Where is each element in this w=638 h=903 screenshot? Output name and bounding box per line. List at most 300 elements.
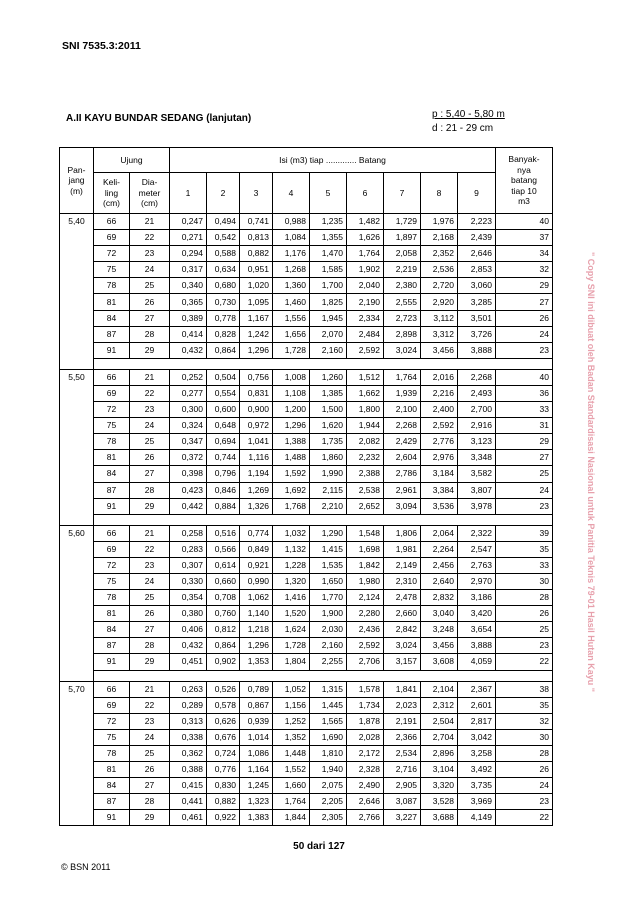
volume-cell: 0,939 (240, 713, 273, 729)
volume-cell: 2,172 (347, 745, 384, 761)
volume-cell: 1,041 (240, 434, 273, 450)
count-cell: 24 (496, 778, 553, 794)
volume-cell: 2,706 (347, 654, 384, 670)
volume-cell: 0,588 (207, 246, 240, 262)
count-cell: 23 (496, 498, 553, 514)
volume-cell: 1,624 (273, 622, 310, 638)
volume-cell: 2,720 (421, 278, 458, 294)
count-cell: 25 (496, 466, 553, 482)
volume-cell: 2,310 (384, 573, 421, 589)
diameter-cell: 27 (130, 466, 170, 482)
volume-cell: 0,461 (170, 810, 207, 826)
volume-cell: 1,388 (273, 434, 310, 450)
volume-cell: 3,456 (421, 638, 458, 654)
volume-cell: 1,488 (273, 450, 310, 466)
diameter-cell: 26 (130, 606, 170, 622)
volume-cell: 2,328 (347, 762, 384, 778)
volume-cell: 1,939 (384, 385, 421, 401)
count-cell: 23 (496, 638, 553, 654)
volume-cell: 2,100 (384, 402, 421, 418)
keliling-cell: 69 (94, 541, 130, 557)
volume-cell: 3,536 (421, 498, 458, 514)
keliling-cell: 75 (94, 262, 130, 278)
header-banyaknya (496, 148, 553, 214)
volume-cell: 1,800 (347, 402, 384, 418)
volume-cell: 2,961 (384, 482, 421, 498)
volume-cell: 2,484 (347, 326, 384, 342)
section-parameters (432, 108, 505, 136)
volume-cell: 2,660 (384, 606, 421, 622)
volume-cell: 0,317 (170, 262, 207, 278)
volume-cell: 3,087 (384, 794, 421, 810)
diameter-cell: 23 (130, 246, 170, 262)
diameter-cell: 27 (130, 310, 170, 326)
volume-cell: 0,774 (240, 525, 273, 541)
volume-cell: 1,296 (273, 418, 310, 434)
volume-cell: 2,070 (310, 326, 347, 342)
volume-cell: 1,902 (347, 262, 384, 278)
volume-cell: 3,285 (458, 294, 496, 310)
volume-cell: 1,520 (273, 606, 310, 622)
volume-cell: 0,526 (207, 681, 240, 697)
keliling-cell: 72 (94, 557, 130, 573)
volume-cell: 3,348 (458, 450, 496, 466)
count-cell: 26 (496, 606, 553, 622)
keliling-cell: 84 (94, 310, 130, 326)
header-batang-6: 6 (347, 173, 384, 214)
volume-cell: 2,817 (458, 713, 496, 729)
diameter-cell: 24 (130, 262, 170, 278)
volume-cell: 2,853 (458, 262, 496, 278)
count-cell: 32 (496, 713, 553, 729)
volume-cell: 0,389 (170, 310, 207, 326)
volume-cell: 2,388 (347, 466, 384, 482)
diameter-cell: 26 (130, 294, 170, 310)
volume-cell: 0,442 (170, 498, 207, 514)
volume-cell: 1,296 (240, 342, 273, 358)
keliling-cell: 72 (94, 402, 130, 418)
table-row (60, 326, 553, 342)
volume-cell: 1,735 (310, 434, 347, 450)
volume-cell: 1,552 (273, 762, 310, 778)
volume-cell: 1,268 (273, 262, 310, 278)
volume-cell: 1,842 (347, 557, 384, 573)
volume-cell: 1,086 (240, 745, 273, 761)
volume-cell: 2,970 (458, 573, 496, 589)
keliling-cell: 84 (94, 622, 130, 638)
volume-cell: 0,724 (207, 745, 240, 761)
table-row (60, 294, 553, 310)
volume-cell: 2,334 (347, 310, 384, 326)
volume-cell: 0,831 (240, 385, 273, 401)
keliling-cell: 66 (94, 214, 130, 230)
volume-cell: 2,205 (310, 794, 347, 810)
keliling-cell: 81 (94, 606, 130, 622)
volume-cell: 3,888 (458, 638, 496, 654)
volume-cell: 3,248 (421, 622, 458, 638)
volume-cell: 1,764 (384, 369, 421, 385)
diameter-cell: 23 (130, 713, 170, 729)
volume-cell: 0,338 (170, 729, 207, 745)
volume-cell: 1,990 (310, 466, 347, 482)
header-diameter (130, 173, 170, 214)
table-row (60, 262, 553, 278)
table-row (60, 745, 553, 761)
volume-cell: 2,223 (458, 214, 496, 230)
diameter-cell: 25 (130, 434, 170, 450)
volume-cell: 0,921 (240, 557, 273, 573)
header-ujung: Ujung (94, 148, 170, 173)
panjang-cell: 5,70 (60, 681, 94, 826)
volume-cell: 1,385 (310, 385, 347, 401)
volume-cell: 1,355 (310, 230, 347, 246)
table-row (60, 654, 553, 670)
volume-cell: 2,920 (421, 294, 458, 310)
document-code: SNI 7535.3:2011 (62, 40, 141, 52)
volume-cell: 0,741 (240, 214, 273, 230)
volume-cell: 3,735 (458, 778, 496, 794)
diameter-cell: 24 (130, 418, 170, 434)
diameter-cell: 29 (130, 342, 170, 358)
table-row (60, 778, 553, 794)
volume-cell: 1,660 (273, 778, 310, 794)
volume-cell: 3,258 (458, 745, 496, 761)
volume-cell: 1,662 (347, 385, 384, 401)
count-cell: 26 (496, 310, 553, 326)
volume-cell: 0,864 (207, 342, 240, 358)
volume-cell: 3,042 (458, 729, 496, 745)
volume-cell: 1,353 (240, 654, 273, 670)
volume-cell: 1,014 (240, 729, 273, 745)
keliling-cell: 91 (94, 810, 130, 826)
volume-cell: 0,554 (207, 385, 240, 401)
volume-cell: 1,290 (310, 525, 347, 541)
table-row (60, 810, 553, 826)
diameter-cell: 29 (130, 498, 170, 514)
keliling-cell: 78 (94, 278, 130, 294)
table-row (60, 246, 553, 262)
volume-cell: 1,470 (310, 246, 347, 262)
volume-cell: 2,916 (458, 418, 496, 434)
header-diameter-label: Dia- meter (cm) (138, 177, 161, 209)
volume-cell: 1,656 (273, 326, 310, 342)
volume-cell: 0,634 (207, 262, 240, 278)
volume-cell: 1,245 (240, 778, 273, 794)
count-cell: 40 (496, 369, 553, 385)
count-cell: 22 (496, 654, 553, 670)
table-row (60, 729, 553, 745)
volume-cell: 0,289 (170, 697, 207, 713)
volume-cell: 0,708 (207, 590, 240, 606)
volume-cell: 2,268 (458, 369, 496, 385)
volume-cell: 3,184 (421, 466, 458, 482)
volume-cell: 1,878 (347, 713, 384, 729)
volume-cell: 3,420 (458, 606, 496, 622)
volume-cell: 0,789 (240, 681, 273, 697)
table-row (60, 418, 553, 434)
volume-cell: 1,764 (273, 794, 310, 810)
keliling-cell: 91 (94, 498, 130, 514)
volume-cell: 0,778 (207, 310, 240, 326)
volume-cell: 3,094 (384, 498, 421, 514)
volume-cell: 0,340 (170, 278, 207, 294)
volume-cell: 1,806 (384, 525, 421, 541)
volume-cell: 3,384 (421, 482, 458, 498)
volume-cell: 2,168 (421, 230, 458, 246)
volume-cell: 2,592 (421, 418, 458, 434)
volume-cell: 1,108 (273, 385, 310, 401)
volume-cell: 3,157 (384, 654, 421, 670)
volume-cell: 2,456 (421, 557, 458, 573)
volume-cell: 2,504 (421, 713, 458, 729)
volume-cell: 3,492 (458, 762, 496, 778)
table-row (60, 278, 553, 294)
volume-cell: 0,951 (240, 262, 273, 278)
volume-cell: 3,978 (458, 498, 496, 514)
diameter-cell: 21 (130, 681, 170, 697)
volume-cell: 1,156 (273, 697, 310, 713)
volume-cell: 0,330 (170, 573, 207, 589)
volume-cell: 1,690 (310, 729, 347, 745)
volume-cell: 3,456 (421, 342, 458, 358)
volume-cell: 3,227 (384, 810, 421, 826)
volume-cell: 1,218 (240, 622, 273, 638)
count-cell: 36 (496, 385, 553, 401)
volume-cell: 0,884 (207, 498, 240, 514)
volume-cell: 0,271 (170, 230, 207, 246)
volume-cell: 1,194 (240, 466, 273, 482)
table-row (60, 230, 553, 246)
diameter-cell: 25 (130, 278, 170, 294)
volume-cell: 1,945 (310, 310, 347, 326)
volume-cell: 1,235 (310, 214, 347, 230)
count-cell: 30 (496, 573, 553, 589)
volume-cell: 0,347 (170, 434, 207, 450)
volume-cell: 0,812 (207, 622, 240, 638)
volume-cell: 2,766 (347, 810, 384, 826)
volume-cell: 1,825 (310, 294, 347, 310)
count-cell: 33 (496, 557, 553, 573)
volume-cell: 1,734 (347, 697, 384, 713)
volume-cell: 2,380 (384, 278, 421, 294)
volume-cell: 2,538 (347, 482, 384, 498)
count-cell: 30 (496, 729, 553, 745)
volume-cell: 2,400 (421, 402, 458, 418)
volume-cell: 3,528 (421, 794, 458, 810)
volume-cell: 3,582 (458, 466, 496, 482)
keliling-cell: 84 (94, 466, 130, 482)
volume-cell: 0,406 (170, 622, 207, 638)
volume-cell: 2,367 (458, 681, 496, 697)
volume-cell: 3,608 (421, 654, 458, 670)
volume-cell: 1,200 (273, 402, 310, 418)
volume-cell: 1,728 (273, 342, 310, 358)
volume-cell: 1,032 (273, 525, 310, 541)
volume-cell: 3,060 (458, 278, 496, 294)
volume-cell: 3,112 (421, 310, 458, 326)
volume-cell: 1,980 (347, 573, 384, 589)
volume-cell: 1,900 (310, 606, 347, 622)
volume-cell: 1,770 (310, 590, 347, 606)
volume-cell: 2,305 (310, 810, 347, 826)
volume-cell: 1,415 (310, 541, 347, 557)
table-row (60, 434, 553, 450)
panjang-cell: 5,40 (60, 214, 94, 370)
table-row (60, 762, 553, 778)
volume-cell: 0,900 (240, 402, 273, 418)
table-row (60, 697, 553, 713)
volume-cell: 2,786 (384, 466, 421, 482)
keliling-cell: 66 (94, 681, 130, 697)
header-keliling-label: Keli- ling (cm) (102, 177, 120, 209)
volume-cell: 0,365 (170, 294, 207, 310)
volume-cell: 1,052 (273, 681, 310, 697)
volume-cell: 2,255 (310, 654, 347, 670)
volume-cell: 1,700 (310, 278, 347, 294)
volume-cell: 2,490 (347, 778, 384, 794)
volume-cell: 3,024 (384, 638, 421, 654)
volume-cell: 2,646 (347, 794, 384, 810)
diameter-cell: 22 (130, 697, 170, 713)
volume-cell: 2,601 (458, 697, 496, 713)
volume-cell: 2,604 (384, 450, 421, 466)
volume-cell: 0,600 (207, 402, 240, 418)
diameter-cell: 25 (130, 590, 170, 606)
volume-cell: 2,312 (421, 697, 458, 713)
volume-cell: 3,312 (421, 326, 458, 342)
volume-cell: 3,123 (458, 434, 496, 450)
volume-cell: 1,296 (240, 638, 273, 654)
volume-cell: 2,115 (310, 482, 347, 498)
volume-cell: 0,828 (207, 326, 240, 342)
count-cell: 27 (496, 294, 553, 310)
keliling-cell: 81 (94, 762, 130, 778)
volume-cell: 0,614 (207, 557, 240, 573)
volume-cell: 0,504 (207, 369, 240, 385)
diameter-cell: 27 (130, 622, 170, 638)
header-batang-9: 9 (458, 173, 496, 214)
count-cell: 28 (496, 745, 553, 761)
volume-cell: 2,280 (347, 606, 384, 622)
volume-cell: 2,366 (384, 729, 421, 745)
volume-cell: 2,064 (421, 525, 458, 541)
keliling-cell: 78 (94, 434, 130, 450)
volume-cell: 0,756 (240, 369, 273, 385)
keliling-cell: 72 (94, 713, 130, 729)
count-cell: 39 (496, 525, 553, 541)
volume-cell: 0,730 (207, 294, 240, 310)
volume-cell: 1,692 (273, 482, 310, 498)
table-row (60, 622, 553, 638)
volume-cell: 2,976 (421, 450, 458, 466)
header-batang-2: 2 (207, 173, 240, 214)
section-title: A.II KAYU BUNDAR SEDANG (lanjutan) (66, 113, 252, 124)
diameter-cell: 29 (130, 654, 170, 670)
volume-cell: 1,095 (240, 294, 273, 310)
keliling-cell: 78 (94, 745, 130, 761)
copyright-watermark (582, 152, 600, 792)
header-batang-1: 1 (170, 173, 207, 214)
volume-cell: 0,432 (170, 342, 207, 358)
volume-cell: 2,190 (347, 294, 384, 310)
diameter-cell: 22 (130, 541, 170, 557)
volume-cell: 1,360 (273, 278, 310, 294)
keliling-cell: 72 (94, 246, 130, 262)
volume-cell: 2,534 (384, 745, 421, 761)
volume-cell: 0,372 (170, 450, 207, 466)
volume-cell: 2,700 (458, 402, 496, 418)
table-row (60, 541, 553, 557)
volume-cell: 1,176 (273, 246, 310, 262)
volume-cell: 1,140 (240, 606, 273, 622)
volume-cell: 2,842 (384, 622, 421, 638)
diameter-cell: 24 (130, 729, 170, 745)
volume-cell: 1,167 (240, 310, 273, 326)
diameter-cell: 25 (130, 745, 170, 761)
volume-cell: 2,704 (421, 729, 458, 745)
diameter-cell: 21 (130, 369, 170, 385)
volume-cell: 1,810 (310, 745, 347, 761)
volume-cell: 1,860 (310, 450, 347, 466)
volume-cell: 2,216 (421, 385, 458, 401)
spacer-cell (94, 670, 553, 681)
volume-cell: 0,432 (170, 638, 207, 654)
volume-cell: 2,547 (458, 541, 496, 557)
volume-cell: 2,592 (347, 638, 384, 654)
diameter-cell: 23 (130, 557, 170, 573)
volume-cell: 0,830 (207, 778, 240, 794)
volume-cell: 1,626 (347, 230, 384, 246)
volume-cell: 1,768 (273, 498, 310, 514)
volume-cell: 1,320 (273, 573, 310, 589)
volume-cell: 2,436 (347, 622, 384, 638)
keliling-cell: 78 (94, 590, 130, 606)
volume-cell: 0,988 (273, 214, 310, 230)
keliling-cell: 75 (94, 418, 130, 434)
count-cell: 38 (496, 681, 553, 697)
volume-cell: 0,423 (170, 482, 207, 498)
volume-cell: 1,650 (310, 573, 347, 589)
keliling-cell: 87 (94, 482, 130, 498)
diameter-range: d : 21 - 29 cm (432, 123, 494, 134)
volume-cell: 0,263 (170, 681, 207, 697)
volume-cell: 0,258 (170, 525, 207, 541)
volume-cell: 2,776 (421, 434, 458, 450)
volume-cell: 1,326 (240, 498, 273, 514)
volume-cell: 0,846 (207, 482, 240, 498)
volume-cell: 2,716 (384, 762, 421, 778)
volume-cell: 0,414 (170, 326, 207, 342)
diameter-cell: 22 (130, 385, 170, 401)
diameter-cell: 29 (130, 810, 170, 826)
volume-cell: 1,500 (310, 402, 347, 418)
keliling-cell: 91 (94, 342, 130, 358)
volume-cell: 3,969 (458, 794, 496, 810)
diameter-cell: 23 (130, 402, 170, 418)
keliling-cell: 66 (94, 369, 130, 385)
volume-cell: 2,439 (458, 230, 496, 246)
volume-cell: 1,981 (384, 541, 421, 557)
count-cell: 25 (496, 622, 553, 638)
volume-cell: 1,252 (273, 713, 310, 729)
keliling-cell: 69 (94, 697, 130, 713)
volume-cell: 2,264 (421, 541, 458, 557)
volume-cell: 1,020 (240, 278, 273, 294)
volume-cell: 2,352 (421, 246, 458, 262)
volume-cell: 0,796 (207, 466, 240, 482)
volume-cell: 2,478 (384, 590, 421, 606)
volume-cell: 1,804 (273, 654, 310, 670)
